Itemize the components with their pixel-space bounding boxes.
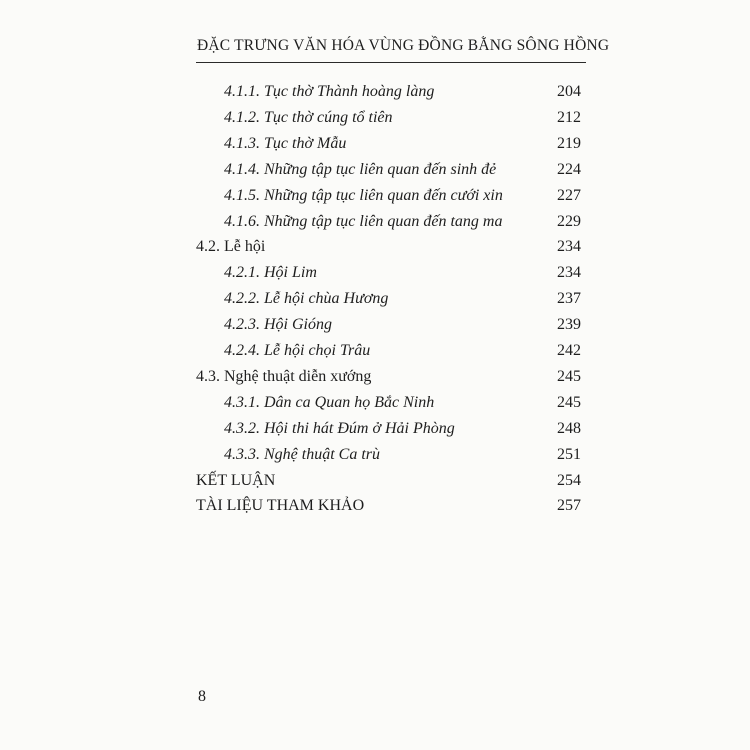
toc-entry-title: 4.1.3. Tục thờ Mẫu <box>224 134 347 152</box>
toc-entry-title: 4.3. Nghệ thuật diễn xướng <box>196 367 372 385</box>
toc-entry-page: 227 <box>557 186 581 204</box>
toc-entry-page: 239 <box>557 316 581 334</box>
toc-entry <box>224 313 581 337</box>
toc-entry <box>224 80 581 104</box>
toc-entry-page: 224 <box>557 160 581 178</box>
toc-entry-title: TÀI LIỆU THAM KHẢO <box>196 497 365 515</box>
toc-entry-page: 257 <box>557 497 581 515</box>
toc-entry-title: 4.2.2. Lễ hội chùa Hương <box>224 290 389 308</box>
toc-entry <box>224 339 581 363</box>
running-header: ĐẶC TRƯNG VĂN HÓA VÙNG ĐỒNG BẰNG SÔNG HỒNG <box>197 37 610 54</box>
toc-entry-title: 4.3.1. Dân ca Quan họ Bắc Ninh <box>224 393 435 411</box>
toc-entry-page: 212 <box>557 108 581 126</box>
toc-entry-page: 204 <box>557 83 581 100</box>
toc-entry <box>224 417 581 441</box>
toc-entry <box>196 494 581 518</box>
toc-entry <box>224 261 581 285</box>
toc-entry <box>196 235 581 259</box>
toc-entry <box>224 184 581 208</box>
toc-entry-title: 4.1.6. Những tập tục liên quan đến tang ma <box>224 212 503 230</box>
toc-entry-title: 4.1.4. Những tập tục liên quan đến sinh đẻ <box>224 160 497 178</box>
toc-entry-page: 242 <box>557 342 581 359</box>
toc-entry <box>224 443 581 467</box>
toc-entry-page: 229 <box>557 212 581 230</box>
toc-entry-page: 219 <box>557 134 581 152</box>
toc-entry-page: 237 <box>557 290 581 308</box>
toc-entry <box>224 158 581 182</box>
toc-entry-title: KẾT LUẬN <box>196 471 276 489</box>
page-number: 8 <box>198 688 206 705</box>
toc-entry-title: 4.2.3. Hội Gióng <box>224 316 332 334</box>
header-rule <box>196 62 586 63</box>
toc-entry <box>196 365 581 389</box>
toc-entry-page: 248 <box>557 419 581 437</box>
toc-entry-title: 4.2. Lễ hội <box>196 238 266 256</box>
toc-entry-title: 4.3.3. Nghệ thuật Ca trù <box>224 445 381 463</box>
toc-entry-page: 234 <box>557 238 581 256</box>
toc-entry <box>224 391 581 415</box>
toc-entry <box>196 469 581 493</box>
toc-entry-title: 4.1.2. Tục thờ cúng tổ tiên <box>224 108 393 126</box>
toc-entry-page: 234 <box>557 264 581 282</box>
toc-entry-title: 4.2.1. Hội Lim <box>224 264 317 282</box>
toc-entry-page: 254 <box>557 471 581 489</box>
toc-entry <box>224 132 581 156</box>
toc-entry-page: 245 <box>557 393 581 411</box>
toc-entry-page: 245 <box>557 367 581 385</box>
toc-entry-title: 4.2.4. Lễ hội chọi Trâu <box>224 342 371 359</box>
toc-entry-page: 251 <box>557 445 581 463</box>
toc-entry-title: 4.1.5. Những tập tục liên quan đến cưới xin <box>224 186 503 204</box>
toc-entry <box>224 287 581 311</box>
toc-entry <box>224 106 581 130</box>
toc-entry-title: 4.1.1. Tục thờ Thành hoàng làng <box>224 83 435 100</box>
toc-entry <box>224 210 581 234</box>
toc-entry-title: 4.3.2. Hội thi hát Đúm ở Hải Phòng <box>224 419 455 437</box>
